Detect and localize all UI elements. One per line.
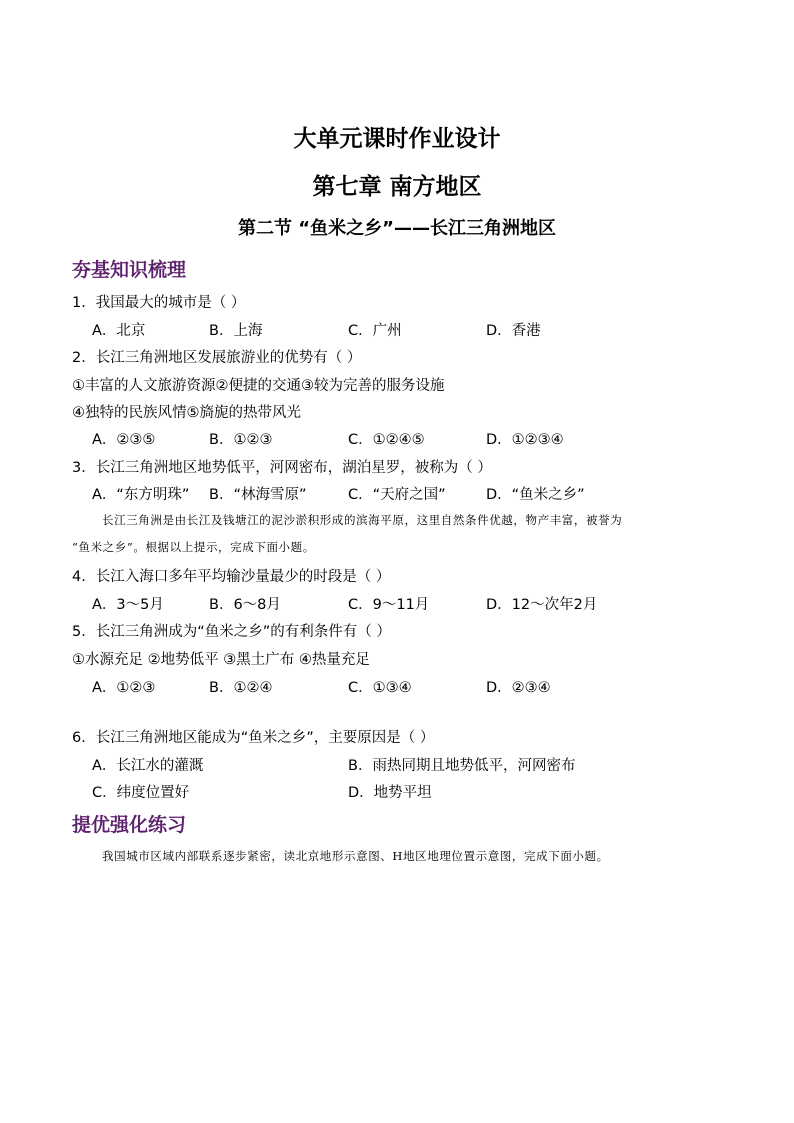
- question-6-option-a: A．长江水的灌溉: [92, 758, 204, 774]
- question-3-option-c: C．“天府之国”: [348, 487, 446, 503]
- question-4-option-d: D．12～次年2月: [486, 597, 598, 613]
- section-heading-advanced: 提优强化练习: [72, 814, 187, 836]
- question-1-stem: 1．我国最大的城市是（ ）: [72, 295, 246, 311]
- question-4-option-c: C．9～11月: [348, 597, 430, 613]
- reading-material-2: 我国城市区域内部联系逐步紧密，读北京地形示意图、H地区地理位置示意图，完成下面小题。: [102, 849, 609, 863]
- chapter-title: 第七章 南方地区: [312, 174, 482, 200]
- section-title: 第二节 “鱼米之乡”——长江三角洲地区: [238, 218, 556, 239]
- question-2-option-b: B．①②③: [209, 432, 273, 448]
- question-2-choices-line-1: ①丰富的人文旅游资源②便捷的交通③较为完善的服务设施: [72, 378, 445, 394]
- question-2-option-c: C．①②④⑤: [348, 432, 425, 448]
- question-6-stem: 6．长江三角洲地区能成为“鱼米之乡”，主要原因是（ ）: [72, 730, 435, 746]
- question-1-option-a: A．北京: [92, 323, 146, 339]
- question-5-stem: 5．长江三角洲成为“鱼米之乡”的有利条件有（ ）: [72, 624, 391, 640]
- question-1-option-d: D．香港: [486, 323, 541, 339]
- question-2-option-a: A．②③⑤: [92, 432, 156, 448]
- question-2-option-d: D．①②③④: [486, 432, 564, 448]
- question-4-option-a: A．3～5月: [92, 597, 164, 613]
- question-6-option-c: C．纬度位置好: [92, 785, 190, 801]
- question-5-choices-line: ①水源充足 ②地势低平 ③黑土广布 ④热量充足: [72, 652, 370, 668]
- reading-material-1-line-2: “鱼米之乡”。根据以上提示，完成下面小题。: [72, 540, 315, 554]
- question-1-option-b: B．上海: [209, 323, 263, 339]
- question-3-option-a: A．“东方明珠”: [92, 487, 190, 503]
- question-5-option-b: B．①②④: [209, 680, 273, 696]
- question-3-stem: 3．长江三角洲地区地势低平，河网密布，湖泊星罗，被称为（ ）: [72, 460, 492, 476]
- question-5-option-a: A．①②③: [92, 680, 156, 696]
- question-5-option-c: C．①③④: [348, 680, 412, 696]
- question-6-option-d: D．地势平坦: [348, 785, 432, 801]
- question-4-option-b: B．6～8月: [209, 597, 281, 613]
- question-3-option-d: D．“鱼米之乡”: [486, 487, 585, 503]
- section-heading-basic: 夯基知识梳理: [72, 259, 187, 281]
- question-3-option-b: B．“林海雪原”: [209, 487, 307, 503]
- question-6-option-b: B．雨热同期且地势低平，河网密布: [348, 758, 576, 774]
- question-1-option-c: C．广州: [348, 323, 402, 339]
- question-5-option-d: D．②③④: [486, 680, 551, 696]
- reading-material-1-line-1: 长江三角洲是由长江及钱塘江的泥沙淤积形成的滨海平原，这里自然条件优越，物产丰富，被誉为: [102, 513, 623, 527]
- question-4-stem: 4．长江入海口多年平均输沙量最少的时段是（ ）: [72, 569, 391, 585]
- question-2-stem: 2．长江三角洲地区发展旅游业的优势有（ ）: [72, 350, 362, 366]
- main-title: 大单元课时作业设计: [293, 126, 501, 152]
- question-2-choices-line-2: ④独特的民族风情⑤旖旎的热带风光: [72, 405, 301, 421]
